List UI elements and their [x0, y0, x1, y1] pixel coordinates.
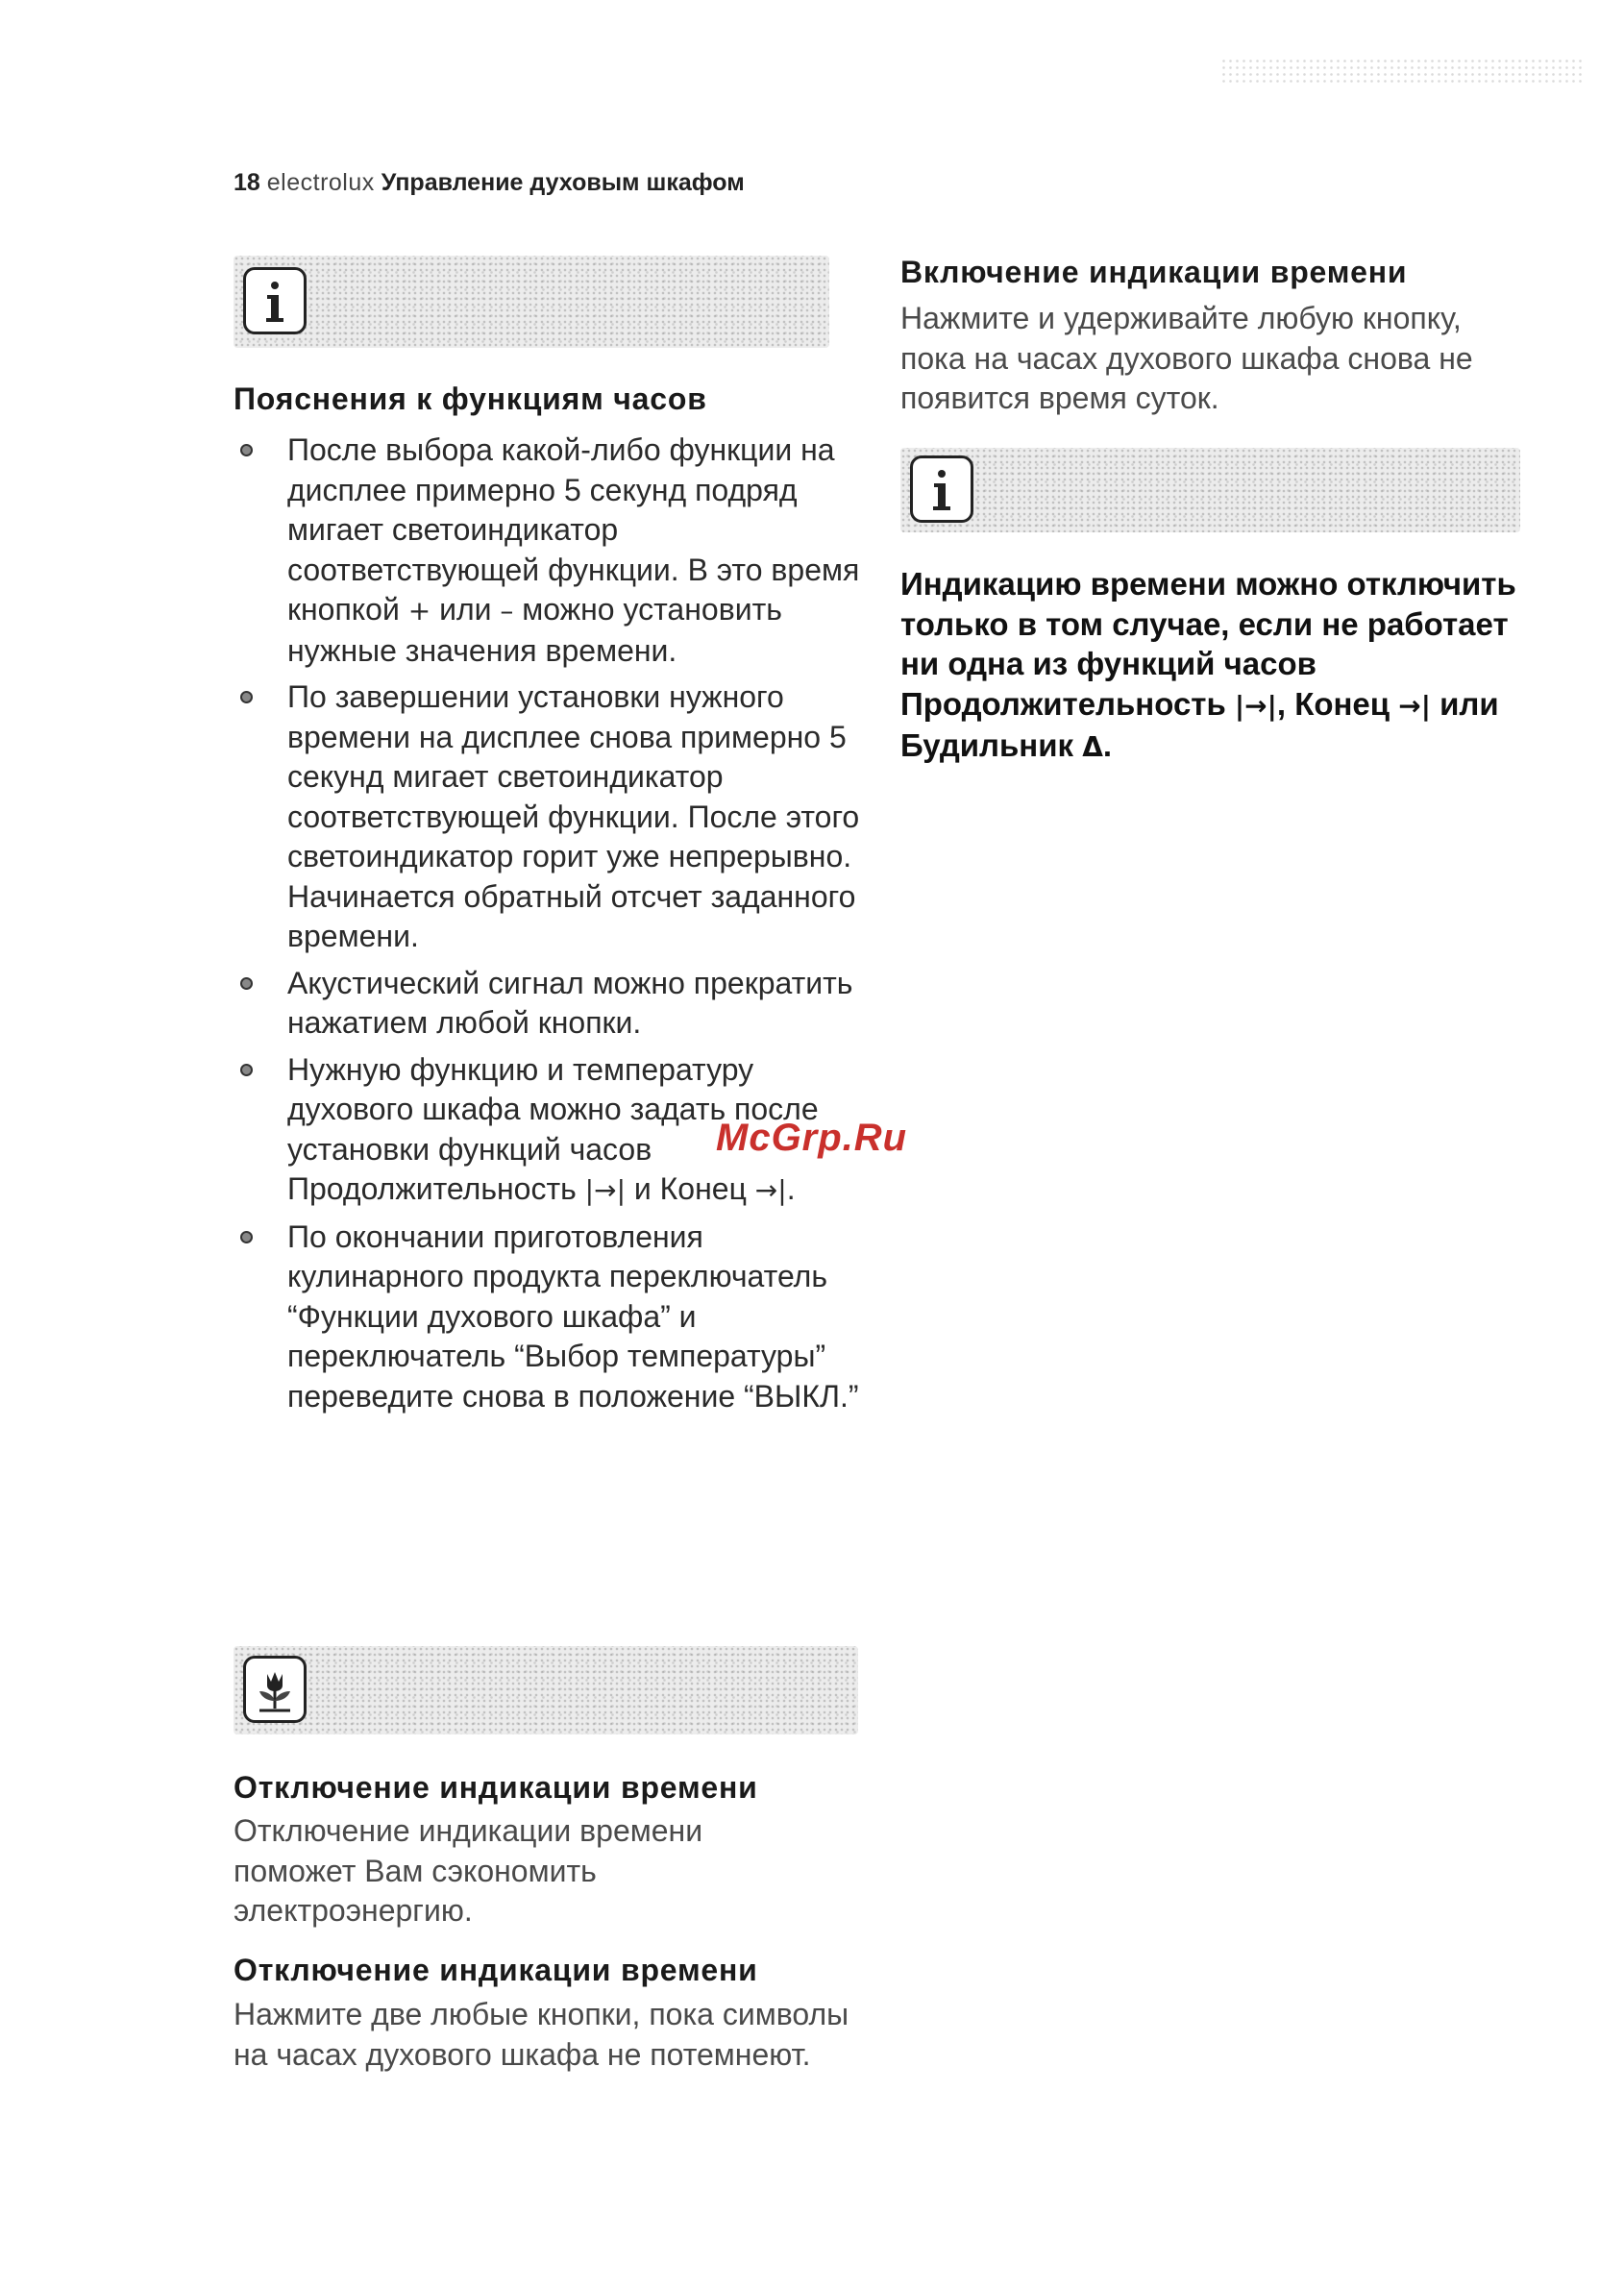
time-display-off-howto-heading: Отключение индикации времени — [234, 1953, 758, 1987]
section-title: Управление духовым шкафом — [381, 169, 745, 196]
eco-note-band — [234, 1646, 858, 1734]
list-item: После выбора какой-либо функции на дисплее примерно 5 секунд подряд мигает светоиндикатор соответствующей функции. В это время кнопкой + или – можно установить нужные значения времени. — [234, 431, 868, 671]
clock-functions-list — [234, 431, 868, 1423]
page-header — [234, 169, 745, 197]
plus-symbol: + — [407, 595, 431, 627]
time-display-off-heading: Отключение индикации времени — [234, 1770, 758, 1805]
duration-symbol: |→| — [584, 1174, 626, 1206]
minus-symbol: – — [500, 595, 514, 627]
clock-functions-heading: Пояснения к функциям часов — [234, 381, 707, 416]
info-note-band-right — [900, 448, 1520, 532]
list-item: По завершении установки нужного времени на дисплее снова примерно 5 секунд мигает светоиндикатор соответствующей функции. После этого светоиндикатор горит уже непрерывно. Начинается обратный отсчет заданного времени. — [234, 677, 868, 957]
info-icon — [910, 455, 973, 523]
flower-eco-icon — [243, 1656, 307, 1723]
time-display-on-text: Нажмите и удерживайте любую кнопку, пока на часах духового шкафа снова не появится время суток. — [900, 301, 1473, 415]
bullet-icon — [240, 1064, 253, 1076]
bullet-icon — [240, 1231, 253, 1243]
info-note-band — [234, 256, 829, 348]
time-display-off-howto-text: Нажмите две любые кнопки, пока символы на часах духового шкафа не потемнеют. — [234, 1997, 849, 2072]
bullet-icon — [240, 691, 253, 703]
alarm-bell-symbol: Δ — [1082, 731, 1103, 763]
time-display-on-heading: Включение индикации времени — [900, 255, 1408, 289]
scan-noise — [1220, 58, 1586, 85]
duration-symbol: |→| — [1234, 689, 1277, 722]
list-item: Нужную функцию и температуру духового шкафа можно задать после установки функций часов Продолжительность |→| и Конец →|. — [234, 1050, 868, 1211]
watermark: McGrp.Ru — [716, 1117, 908, 1159]
time-display-note: Индикацию времени можно отключить только в том случае, если не работает ни одна из функций часов Продолжительность |→|, Конец →| или Будильник Δ. — [900, 566, 1516, 763]
info-icon — [243, 267, 307, 334]
bullet-icon — [240, 977, 253, 990]
list-item: По окончании приготовления кулинарного продукта переключатель “Функции духового шкафа” и переключатель “Выбор температуры” переведите снова в положение “ВЫКЛ.” — [234, 1218, 868, 1417]
end-symbol: →| — [1398, 689, 1431, 722]
page-number: 18 — [234, 169, 260, 196]
brand-name: electrolux — [266, 169, 375, 196]
list-item: Акустический сигнал можно прекратить нажатием любой кнопки. — [234, 964, 868, 1044]
bullet-icon — [240, 444, 253, 456]
time-display-off-text: Отключение индикации времени поможет Вам сэкономить электроэнергию. — [234, 1813, 703, 1928]
end-symbol: →| — [754, 1174, 787, 1206]
